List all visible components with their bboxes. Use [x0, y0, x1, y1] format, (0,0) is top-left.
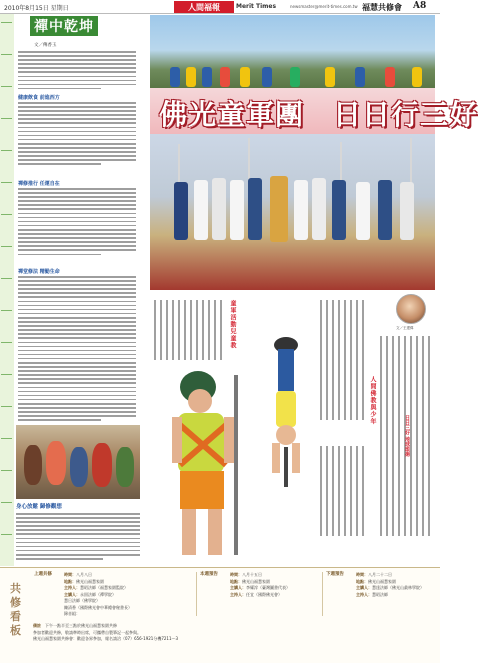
- scout-group-photo: [150, 134, 435, 290]
- section-heading: 禪堂修法 精勤生命: [18, 269, 60, 275]
- next-week-info: 時間：八月二十二日 地點：佛光山福慧家園 主講人：慧達法師（佛光山叢林學院） 主持人：慧昭法師: [356, 572, 424, 597]
- article-paragraph: [18, 102, 136, 168]
- meditation-group-photo: [16, 425, 140, 499]
- next-week-heading: 下週預告: [326, 572, 344, 577]
- climbing-child-photo: [150, 365, 260, 565]
- hanging-child-photo: [258, 335, 314, 495]
- section-heading: 身心放鬆 歸修觀想: [16, 504, 62, 510]
- article-paragraph: [18, 276, 136, 423]
- section-title: 福慧共修會: [362, 3, 402, 12]
- issue-date: 2010年8月15日 星期日: [4, 5, 69, 12]
- newspaper-logo-en: Merit Times: [236, 3, 277, 10]
- left-margin-strip: [0, 14, 14, 566]
- bottom-info-panel: [0, 567, 440, 663]
- notes: 備註 下午一點半至三點於佛光山福慧家園共修 參加者歡迎共修，敬請準時出席，可攜帶自製筆記一起參與。 佛光山福慧家園共修會：歡迎各界參加，報名請洽（07）656-1921分機7211～3: [33, 623, 179, 641]
- article-author: 文／傳香玉: [34, 43, 57, 48]
- author-caption: 文／王建偉: [396, 326, 414, 330]
- article-title: 禪中乾坤: [30, 16, 98, 36]
- section-heading: 健康飲食 前進西方: [18, 95, 60, 101]
- bulletin-label: 共修看板: [10, 582, 21, 637]
- vertical-headline: 童軍活動兒童教: [229, 300, 236, 349]
- vertical-headline: 人間佛教與少年: [369, 376, 376, 425]
- article-paragraph: [18, 51, 136, 92]
- page-number: A8: [413, 1, 427, 11]
- page-header: [0, 0, 440, 14]
- contact-email: newsmaster@merit-times.com.tw: [290, 4, 358, 9]
- last-week-heading: 上週共修: [34, 572, 52, 577]
- headline: 佛光童軍團 日日行三好: [159, 98, 478, 131]
- last-week-info: 時間：八月八日 地點：佛光山福慧家園 主持人：慧昭法師（福慧家園監院） 主講人：永固法師（禪學院） 慧日法師（佛學院） 陳清香（國際佛光會中華總會秘書長） 錄音組：: [64, 572, 132, 616]
- author-portrait: [396, 294, 426, 324]
- section-heading: 禪修推行 任運自在: [18, 181, 60, 187]
- cycling-scouts-photo: [150, 15, 435, 93]
- newspaper-logo: 人間福報: [174, 1, 234, 13]
- this-week-info: 時間：八月十五日 地點：佛光山福慧家園 主講人：李耀淳（臺灣圖書代表） 主持人：任宜（國際佛光會）: [230, 572, 290, 597]
- left-article-end: [16, 502, 140, 564]
- article-paragraph: [18, 188, 136, 258]
- header-rule: [0, 13, 440, 14]
- this-week-heading: 本週預告: [200, 572, 218, 577]
- side-headline: 日日三好 地球頌揚: [404, 415, 410, 457]
- left-article: [16, 15, 138, 485]
